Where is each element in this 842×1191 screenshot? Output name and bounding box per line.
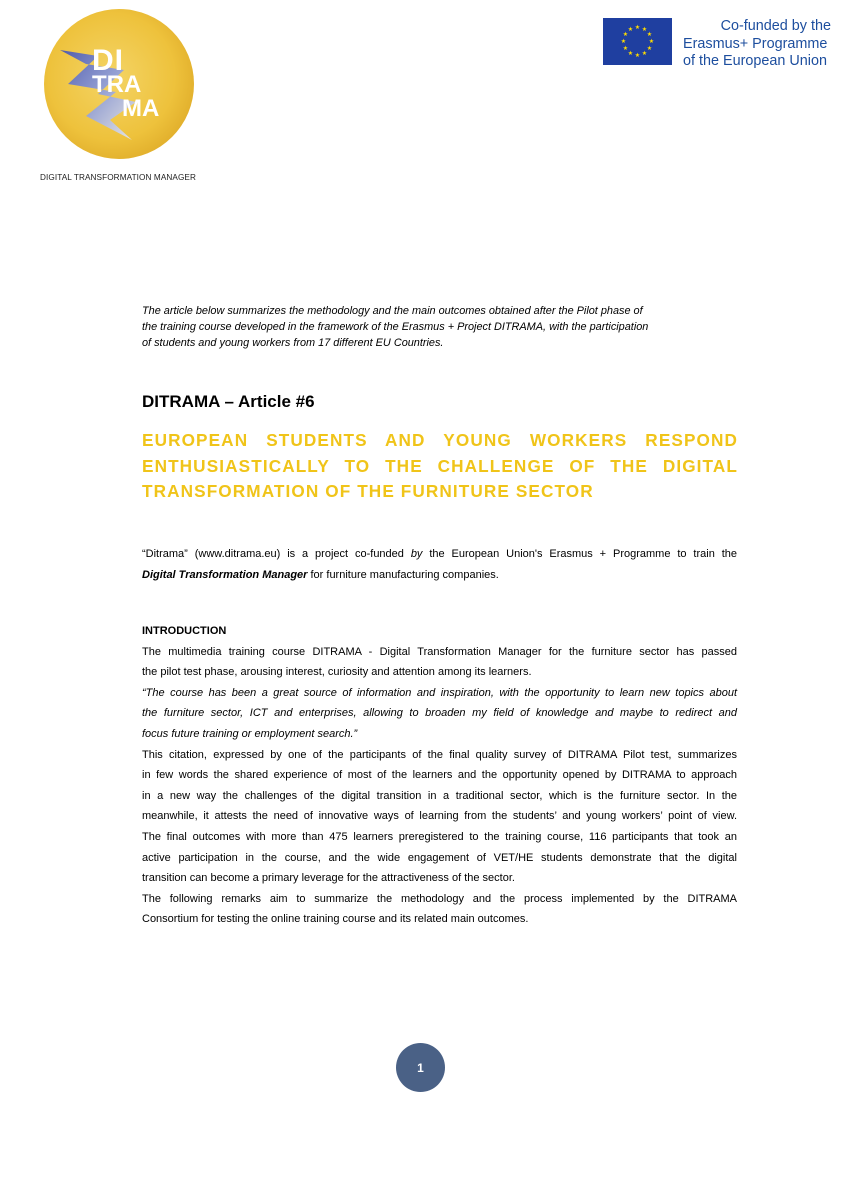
quote-line: the furniture sector, ICT and enterprises, allowing to broaden my field of knowledge and maybe to redirect and	[142, 707, 737, 720]
text-span: the European Union's Erasmus + Programme to train the	[422, 548, 738, 560]
headline-line: ENTHUSIASTICALLY TO THE CHALLENGE OF THE DIGITAL	[142, 455, 738, 476]
svg-text:★: ★	[634, 24, 641, 31]
headline-line: EUROPEAN STUDENTS AND YOUNG WORKERS RESPOND	[142, 430, 738, 450]
introduction-section	[142, 621, 737, 930]
eu-funding-block	[603, 18, 833, 68]
paragraph-line: Consortium for testing the online training course and its related main outcomes.	[142, 913, 529, 926]
text-span: by	[410, 548, 423, 560]
svg-text:★: ★	[641, 50, 648, 57]
headline	[142, 428, 738, 505]
paragraph-line: in a new way the challenges of the digital transition in a traditional sector, which is the furniture sector. In the	[142, 789, 737, 802]
intro-note-line: the training course developed in the framework of the Erasmus + Project DITRAMA, with the participation	[142, 321, 649, 333]
paragraph-line: the pilot test phase, arousing interest, curiosity and attention among its learners.	[142, 666, 532, 679]
text-span: for furniture manufacturing companies.	[307, 568, 499, 581]
section-heading: INTRODUCTION	[142, 625, 227, 637]
svg-text:★: ★	[648, 38, 655, 45]
svg-text:★: ★	[641, 26, 648, 33]
paragraph-line: transition can become a primary leverage for the attractiveness of the sector.	[142, 872, 515, 885]
eu-flag-icon	[603, 18, 672, 65]
text-span: Digital Transformation Manager	[142, 568, 308, 581]
intro-note-line: The article below summarizes the methodology and the main outcomes obtained after the Pilot phase of	[142, 305, 643, 317]
svg-text:DI: DI	[92, 44, 124, 77]
project-desc-line	[142, 544, 737, 565]
svg-text:★: ★	[634, 52, 641, 59]
eu-line: Co-funded by the	[720, 18, 831, 34]
project-desc-line	[142, 565, 737, 586]
paragraph-line: The final outcomes with more than 475 learners preregistered to the training course, 116 participants that took an	[142, 830, 737, 843]
article-label: DITRAMA – Article #6	[142, 392, 315, 411]
paragraph-line: This citation, expressed by one of the participants of the final quality survey of DITRAMA Pilot test, summarizes	[142, 748, 737, 761]
text-span: active participation in the course	[142, 851, 318, 864]
eu-line: Erasmus+ Programme	[683, 35, 828, 52]
paragraph-line	[142, 848, 737, 869]
svg-text:MA: MA	[122, 95, 160, 122]
paragraph-line: in few words the shared experience of most of the learners and the opportunity opened by DITRAMA to approach	[142, 769, 737, 782]
page-number-badge: 1	[396, 1043, 445, 1092]
intro-note	[142, 303, 742, 351]
paragraph-line: meanwhile, it attests the need of innovative ways of learning from the students’ and young workers’ point of view.	[142, 810, 737, 823]
svg-text:★: ★	[627, 50, 634, 57]
svg-text:TRA: TRA	[92, 71, 142, 98]
paragraph-line: The multimedia training course DITRAMA - Digital Transformation Manager for the furniture sector has passed	[142, 645, 737, 658]
text-span: “Ditrama” (www.ditrama.eu) is a project co-funded	[142, 548, 411, 560]
quote-line: “The course has been a great source of information and inspiration, with the opportunity to learn new topics about	[142, 686, 737, 699]
intro-note-line: of students and young workers from 17 different EU Countries.	[142, 337, 444, 349]
text-span: , and the wide engagement of VET/HE students demonstrate that the digital	[317, 851, 737, 864]
ditrama-logo	[40, 8, 200, 160]
project-description	[142, 544, 737, 585]
eu-funding-text	[683, 18, 833, 71]
logo-caption: DIGITAL TRANSFORMATION MANAGER	[40, 173, 196, 182]
svg-text:★: ★	[646, 31, 653, 38]
svg-text:★: ★	[622, 31, 629, 38]
headline-line: TRANSFORMATION OF THE FURNITURE SECTOR	[142, 481, 594, 501]
eu-line: of the European Union	[683, 53, 828, 69]
quote-line: focus future training or employment search.”	[142, 727, 358, 740]
svg-text:★: ★	[620, 38, 627, 45]
paragraph-line: The following remarks aim to summarize the methodology and the process implemented by the DITRAMA	[142, 892, 737, 905]
svg-text:★: ★	[646, 45, 653, 52]
svg-text:★: ★	[622, 45, 629, 52]
svg-text:★: ★	[627, 26, 634, 33]
